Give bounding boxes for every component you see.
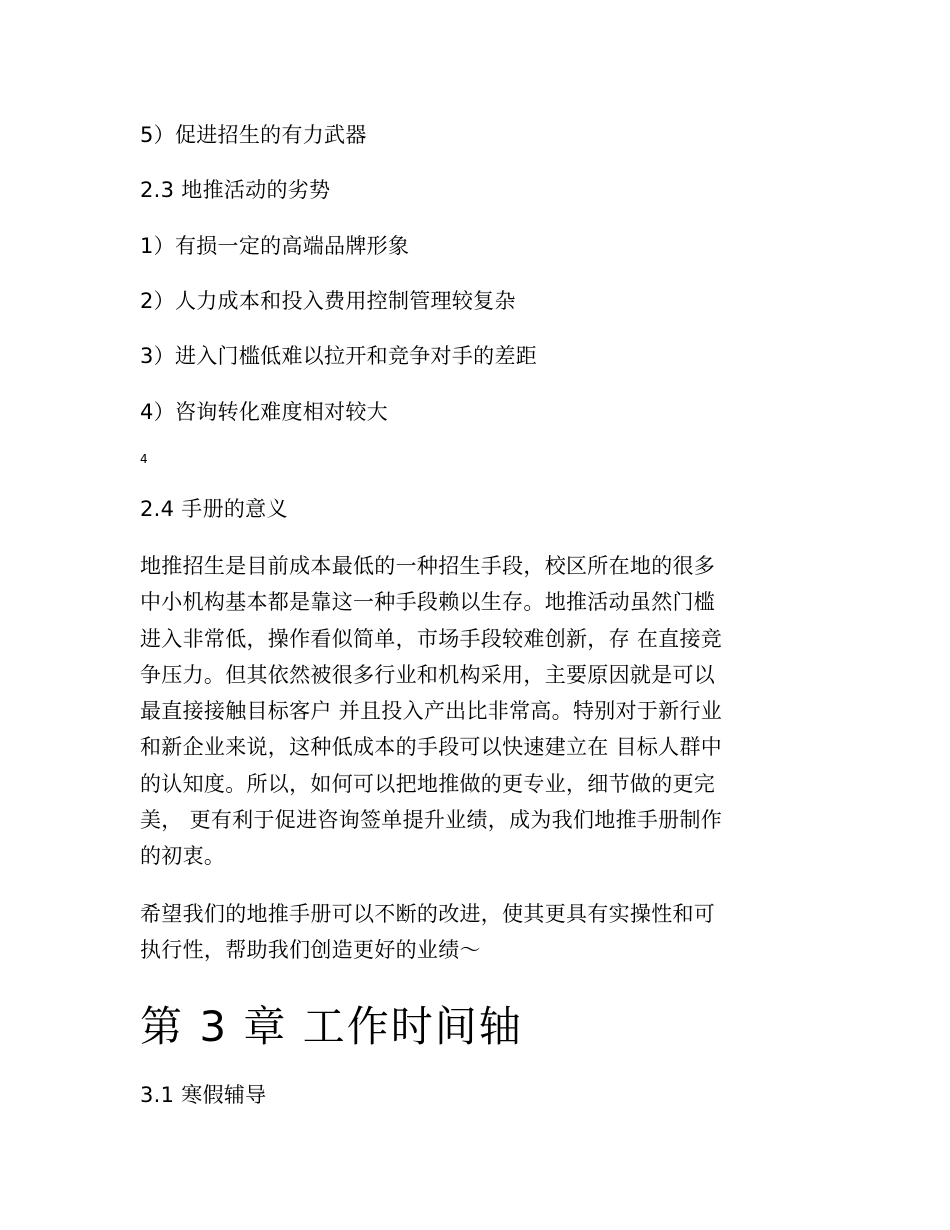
paragraph-line: 执行性，帮助我们创造更好的业绩～ bbox=[140, 938, 481, 963]
paragraph-manual-significance bbox=[140, 548, 812, 875]
paragraph-line: 和新企业来说，这种低成本的手段可以快速建立在 目标人群中 bbox=[140, 735, 723, 760]
paragraph-line: 进入非常低，操作看似简单，市场手段较难创新，存 在直接竞 bbox=[140, 626, 723, 651]
list-item-5-promote-enrollment: 5）促进招生的有力武器 bbox=[140, 123, 367, 147]
list-item-2: 2）人力成本和投入费用控制管理较复杂 bbox=[140, 289, 516, 313]
paragraph-line: 地推招生是目前成本最低的一种招生手段，校区所在地的很多 bbox=[140, 554, 716, 578]
paragraph-line: 的初衷。 bbox=[140, 844, 226, 869]
paragraph-line: 希望我们的地推手册可以不断的改进，使其更具有实操性和可 bbox=[140, 902, 716, 926]
section-heading-2-4: 2.4 手册的意义 bbox=[140, 497, 288, 521]
paragraph-line: 中小机构基本都是靠这一种手段赖以生存。地推活动虽然门槛 bbox=[140, 590, 716, 615]
section-heading-2-3: 2.3 地推活动的劣势 bbox=[140, 178, 331, 202]
paragraph-line: 的认知度。所以，如何可以把地推做的更专业，细节做的更完 bbox=[140, 771, 716, 796]
paragraph-line: 争压力。但其依然被很多行业和机构采用，主要原因就是可以 bbox=[140, 662, 716, 687]
list-item-4: 4）咨询转化难度相对较大 bbox=[140, 400, 388, 424]
paragraph-line: 最直接接触目标客户 并且投入产出比非常高。特别对于新行业 bbox=[140, 699, 723, 724]
paragraph-line: 美， 更有利于促进咨询签单提升业绩，成为我们地推手册制作 bbox=[140, 808, 723, 833]
chapter-title: 第 3 章 工作时间轴 bbox=[140, 1002, 523, 1051]
list-item-1: 1）有损一定的高端品牌形象 bbox=[140, 234, 410, 258]
list-item-3: 3）进入门槛低难以拉开和竞争对手的差距 bbox=[140, 344, 538, 368]
section-heading-3-1: 3.1 寒假辅导 bbox=[140, 1083, 267, 1107]
paragraph-hope bbox=[140, 896, 812, 969]
page-number: 4 bbox=[140, 452, 148, 466]
